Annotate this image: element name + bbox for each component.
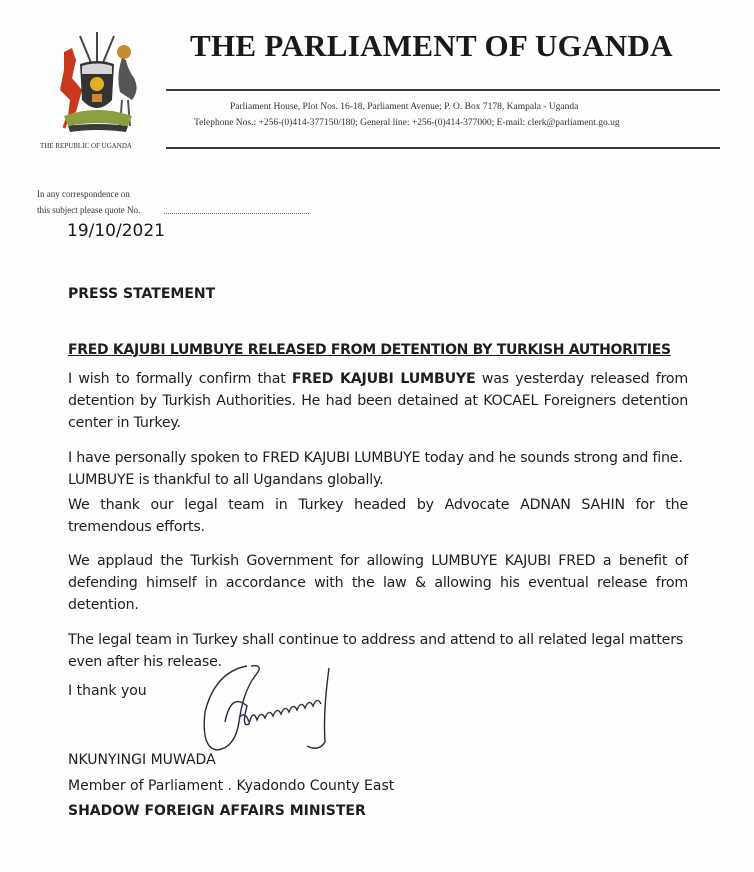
signatory-office: SHADOW FOREIGN AFFAIRS MINISTER: [68, 803, 366, 819]
signatory-name: NKUNYINGI MUWADA: [68, 752, 216, 768]
statement-headline: FRED KAJUBI LUMBUYE RELEASED FROM DETENTION BY TURKISH AUTHORITIES: [68, 342, 671, 358]
letter-date: 19/10/2021: [67, 221, 165, 241]
document-heading: PRESS STATEMENT: [68, 286, 216, 302]
correspondence-note: In any correspondence on: [37, 189, 130, 199]
uganda-coat-of-arms-icon: [42, 30, 152, 140]
correspondence-note: this subject please quote No.: [37, 205, 141, 215]
crest-caption: THE REPUBLIC OF UGANDA: [40, 142, 132, 150]
signature-icon: [195, 662, 365, 754]
letterhead-divider: [166, 89, 720, 91]
letterhead-contact: Telephone Nos.: +256-(0)414-377150/180; General line: +256-(0)414-377000; E-mail: clerk@parliament.go.ug: [194, 118, 620, 128]
paragraph: We applaud the Turkish Government for allowing LUMBUYE KAJUBI FRED a benefit of defending himself in accordance with the law & allowing his eventual release from detention.: [68, 553, 688, 613]
letterhead-title: THE PARLIAMENT OF UGANDA: [190, 28, 673, 63]
letterhead-address: Parliament House, Plot Nos. 16-18, Parliament Avenue; P. O. Box 7178, Kampala - Uganda: [230, 102, 579, 112]
signatory-role: Member of Parliament . Kyadondo County East: [68, 778, 395, 794]
paragraph: We thank our legal team in Turkey headed by Advocate ADNAN SAHIN for the tremendous efforts.: [68, 497, 688, 535]
closing: I thank you: [68, 683, 147, 699]
paragraph: I have personally spoken to FRED KAJUBI LUMBUYE today and he sounds strong and fine. LUMBUYE is thankful to all Ugandans globally.: [68, 450, 683, 488]
letterhead-divider: [166, 147, 720, 149]
paragraph: The legal team in Turkey shall continue to address and attend to all related legal matters even after his release.: [68, 632, 684, 670]
paragraph: I wish to formally confirm that FRED KAJUBI LUMBUYE was yesterday released from detention by Turkish Authorities. He had been detained at KOCAEL Foreigners detention center in Turkey.: [68, 371, 688, 431]
reference-number-blank: [164, 213, 309, 214]
bold-name: FRED KAJUBI LUMBUYE: [291, 371, 476, 387]
